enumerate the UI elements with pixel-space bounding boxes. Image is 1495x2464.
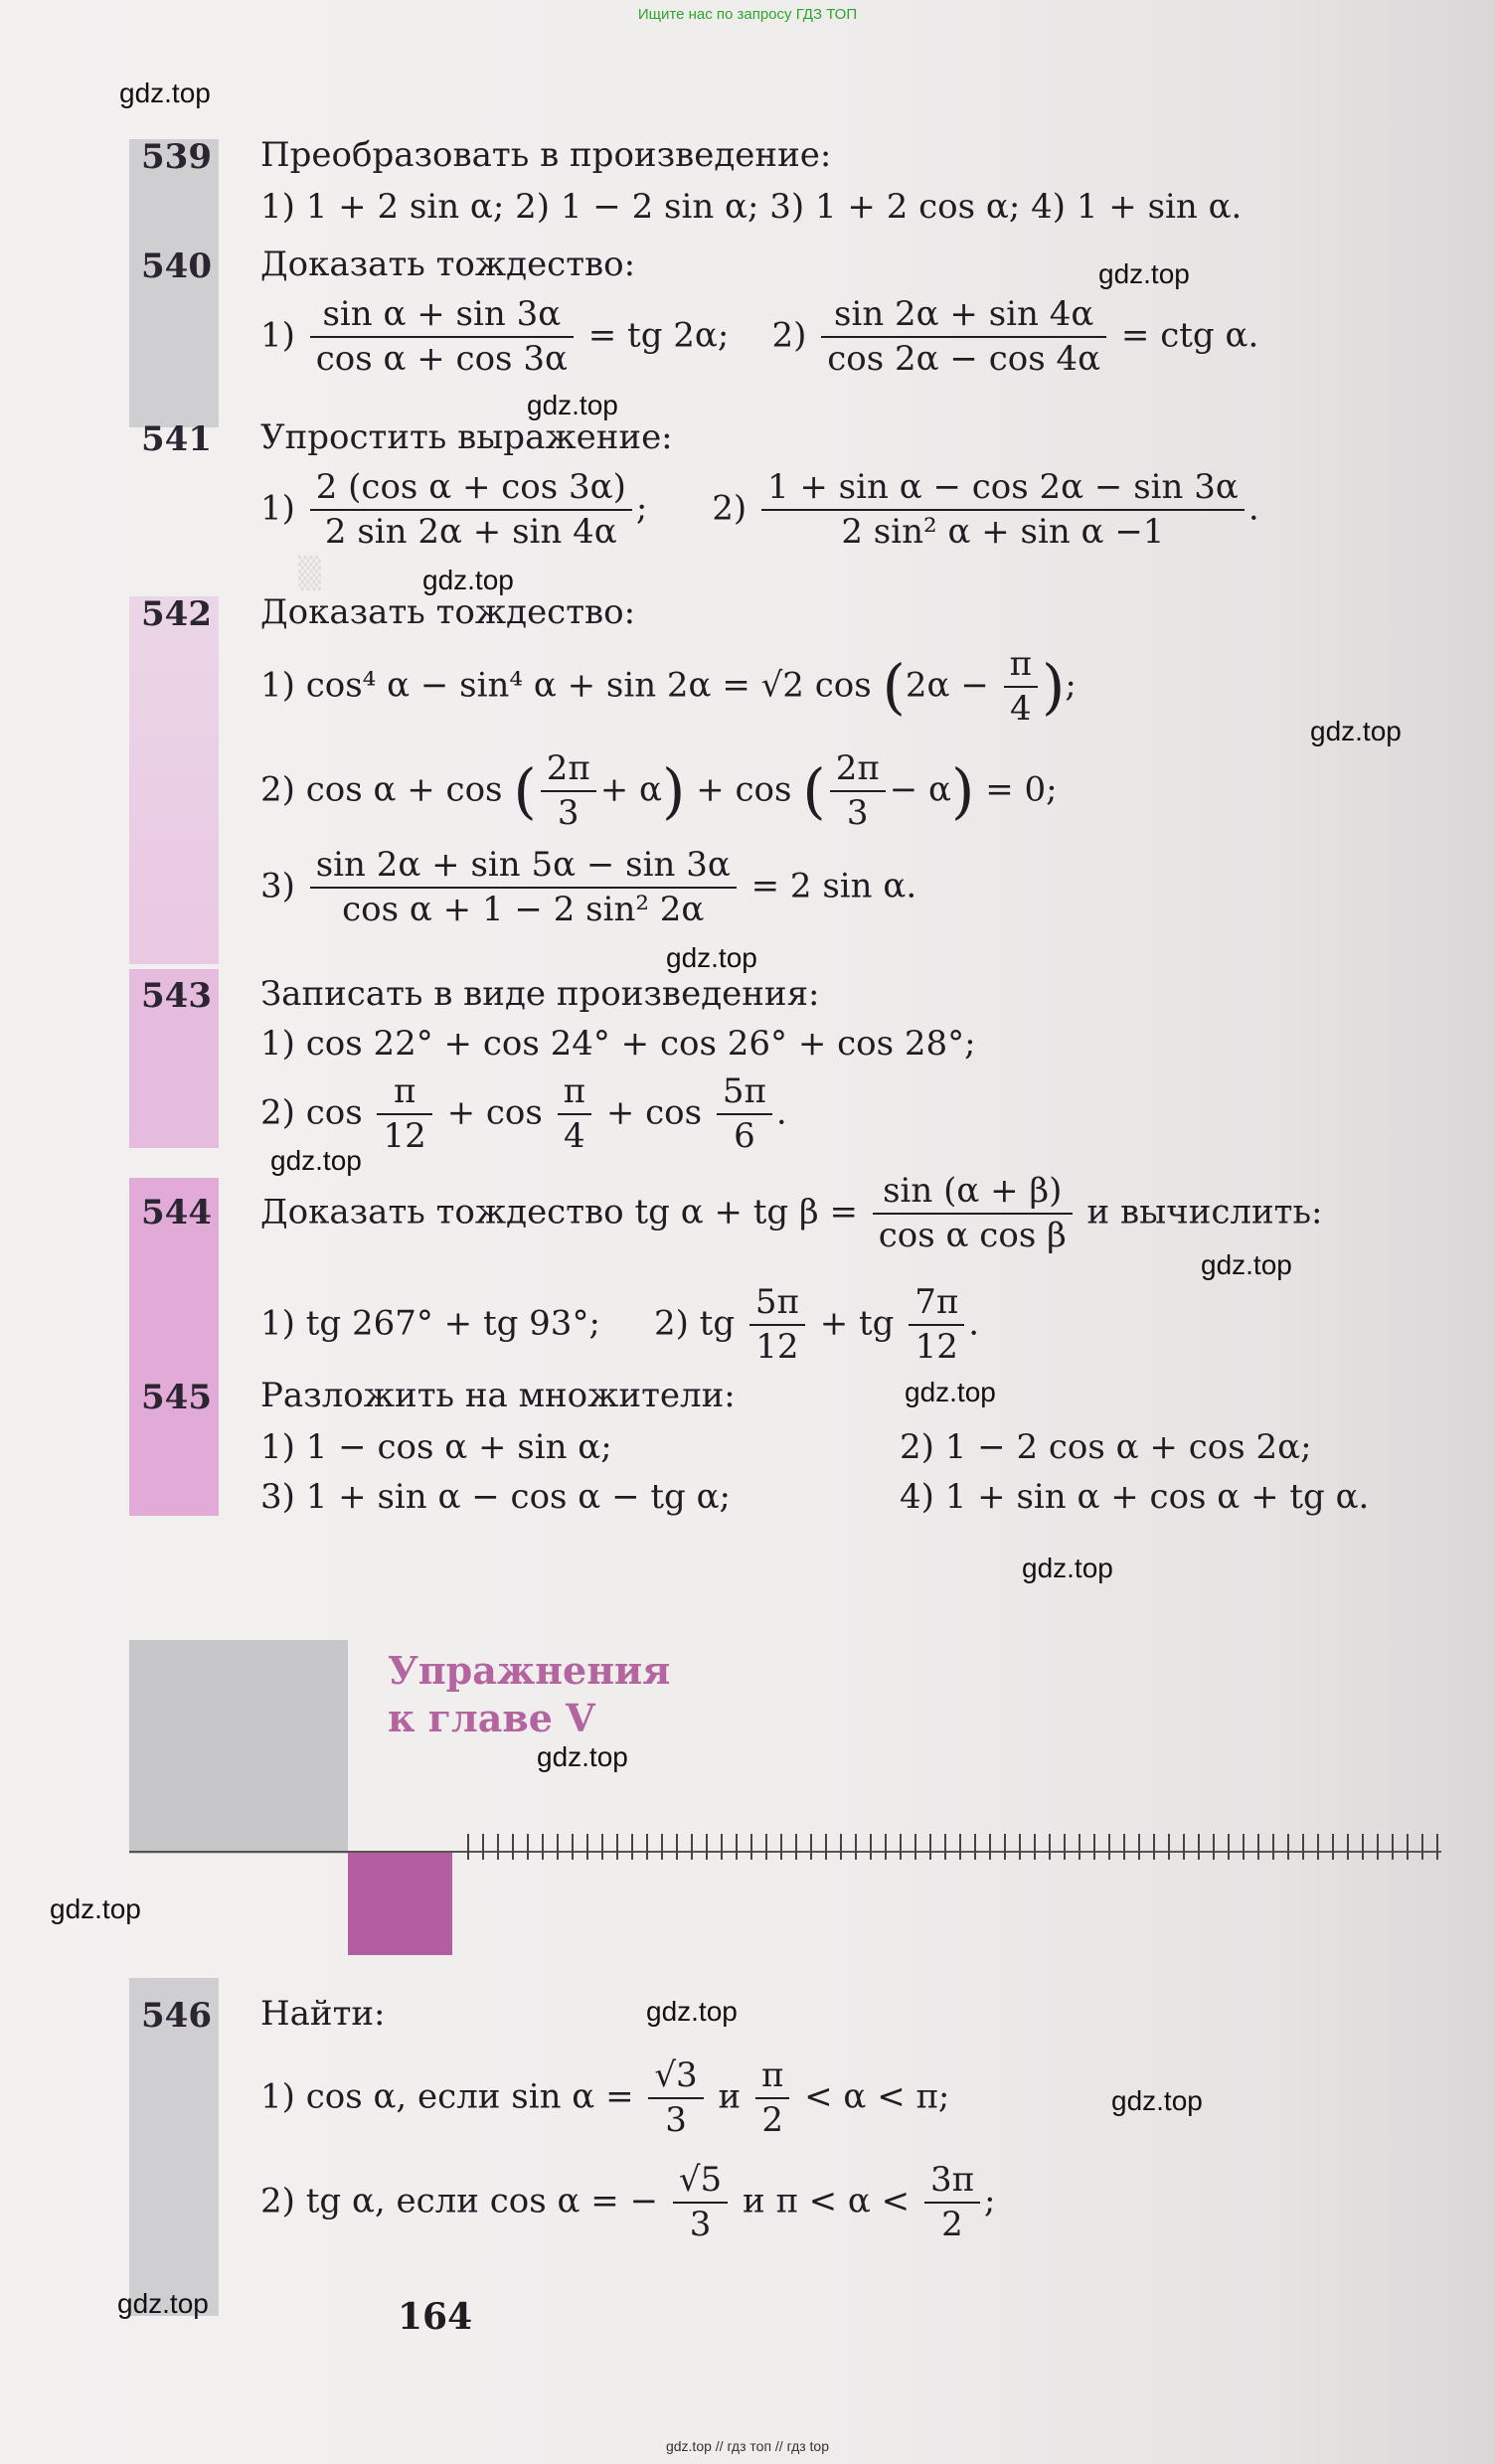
numerator: π [558, 1073, 591, 1115]
problem-items: 1) 1 + 2 sin α; 2) 1 − 2 sin α; 3) 1 + 2 cos α; 4) 1 + sin α. [260, 187, 1243, 227]
separator: . [775, 1092, 787, 1133]
watermark: gdz.top [1111, 2085, 1203, 2116]
watermark: gdz.top [119, 78, 211, 108]
numerator: 5π [749, 1284, 805, 1326]
numerator: sin 2α + sin 5α − sin 3α [310, 847, 737, 889]
watermark: gdz.top [117, 2288, 209, 2319]
result: = 0; [985, 769, 1058, 810]
fraction [541, 750, 596, 833]
expression: < α < π; [804, 2076, 950, 2117]
problem-title: Записать в виде произведения: [260, 974, 820, 1014]
numerator: 7π [909, 1284, 964, 1326]
expression: 2) tg [653, 1303, 736, 1344]
expression: 2) tg α, если cos α = − [260, 2181, 659, 2221]
problem-title: Разложить на множители: [260, 1376, 736, 1415]
denominator: cos 2α − cos 4α [827, 339, 1101, 380]
watermark: gdz.top [1098, 258, 1190, 289]
watermark: gdz.top [50, 1893, 141, 1924]
expression: и [718, 2076, 742, 2117]
separator: . [1247, 488, 1259, 529]
numerator: 5π [717, 1073, 772, 1115]
fraction [310, 847, 737, 929]
condition-line [260, 2162, 995, 2244]
fraction [755, 2057, 789, 2140]
denominator: 2 [761, 2100, 783, 2141]
problem-title: Доказать тождество: [260, 592, 636, 632]
result: = tg 2α; [587, 315, 730, 356]
problem-number: 543 [141, 976, 212, 1016]
numerator: π [377, 1073, 431, 1115]
paren: ) [661, 756, 686, 827]
title-text: и вычислить: [1086, 1192, 1323, 1232]
chapter-title-line1: Упражнения [388, 1648, 671, 1693]
identity-line [260, 296, 1258, 379]
chapter-gray-block [129, 1640, 348, 1854]
separator: . [968, 1303, 980, 1344]
margin-bar-light-pink [129, 596, 219, 964]
problem-title: Упростить выражение: [260, 417, 673, 457]
fraction [761, 469, 1245, 552]
numerator: 2 (cos α + cos 3α) [310, 469, 632, 511]
fraction [648, 2057, 703, 2140]
expression: 2) cos [260, 1092, 363, 1133]
expression: + α [599, 769, 662, 810]
denominator: 4 [1009, 689, 1032, 730]
expression: 2) cos α + cos [260, 769, 503, 810]
denominator: cos α + 1 − 2 sin² 2α [342, 890, 705, 930]
denominator: 3 [665, 2100, 687, 2141]
fraction [924, 2162, 980, 2244]
ruler-ticks [467, 1834, 1441, 1860]
chapter-title-line2: к главе V [388, 1696, 595, 1740]
watermark: gdz.top [422, 565, 514, 595]
denominator: 2 sin² α + sin α −1 [841, 512, 1165, 553]
paren: ( [802, 756, 826, 827]
numerator: √3 [648, 2057, 703, 2099]
item-label: 3) [260, 866, 295, 906]
separator: ; [983, 2181, 996, 2221]
answer-item: 3) 1 + sin α − cos α − tg α; [260, 1477, 732, 1517]
title-text: Доказать тождество tg α + tg β = [260, 1192, 858, 1232]
item-label: 2) [771, 315, 807, 356]
problem-title [260, 1173, 1322, 1255]
problem-number: 539 [141, 137, 212, 177]
watermark: gdz.top [270, 1145, 362, 1176]
chapter-magenta-block [348, 1851, 452, 1955]
problem-title: Доказать тождество: [260, 245, 636, 284]
fraction [830, 750, 886, 833]
fraction [821, 296, 1106, 379]
result: = ctg α. [1120, 315, 1259, 356]
fraction [873, 1173, 1073, 1255]
expression-line: 1) cos 22° + cos 24° + cos 26° + cos 28°; [260, 1024, 976, 1064]
denominator: 6 [734, 1116, 755, 1157]
numerator: 3π [924, 2162, 980, 2204]
expression: + tg [819, 1303, 895, 1344]
problem-title: Преобразовать в произведение: [260, 135, 832, 175]
watermark: gdz.top [1022, 1553, 1113, 1583]
expression: 1) cos α, если sin α = [260, 2076, 634, 2117]
denominator: cos α + cos 3α [315, 339, 568, 380]
denominator: 3 [557, 793, 580, 834]
problem-number: 542 [141, 594, 212, 634]
expression: − α [889, 769, 951, 810]
numerator: 2π [830, 750, 886, 792]
fraction [1004, 646, 1038, 729]
denominator: 4 [564, 1116, 585, 1157]
problem-number: 545 [141, 1378, 212, 1417]
problem-number: 541 [141, 419, 212, 459]
expression: 1) cos⁴ α − sin⁴ α + sin 2α = √2 cos [260, 665, 872, 706]
watermark: gdz.top [527, 390, 618, 420]
expression: и π < α < [743, 2181, 911, 2221]
denominator: 3 [689, 2205, 712, 2245]
fraction [717, 1073, 772, 1156]
item-label: 2) [712, 488, 748, 529]
identity-line [260, 847, 916, 929]
expression: + cos [696, 769, 792, 810]
expression: + cos [446, 1092, 543, 1133]
fraction [377, 1073, 431, 1156]
problem-number: 546 [141, 1996, 212, 2036]
identity-line [260, 750, 1058, 833]
result: = 2 sin α. [750, 866, 917, 906]
denominator: 2 sin 2α + sin 4α [324, 512, 617, 553]
watermark: gdz.top [1201, 1249, 1292, 1280]
numerator: sin 2α + sin 4α [821, 296, 1106, 338]
fraction [673, 2162, 728, 2244]
watermark: gdz.top [537, 1741, 628, 1772]
paren: ( [882, 652, 906, 723]
paren: ( [513, 756, 537, 827]
watermark: gdz.top [666, 942, 757, 973]
fraction [909, 1284, 964, 1367]
bleed-through: ▒ [298, 557, 322, 591]
denominator: 2 [941, 2205, 963, 2245]
fraction [310, 469, 632, 552]
separator: ; [635, 488, 648, 529]
fraction [310, 296, 574, 379]
separator: ; [1065, 665, 1077, 706]
numerator: sin α + sin 3α [310, 296, 574, 338]
answer-item: 4) 1 + sin α + cos α + tg α. [900, 1477, 1370, 1517]
expression-line [260, 1284, 979, 1367]
fraction [749, 1284, 805, 1367]
header-note: Ищите нас по запросу ГДЗ ТОП [637, 6, 858, 23]
expression: 2α − [905, 665, 989, 706]
page-number: 164 [398, 2296, 473, 2338]
answer-item: 1) 1 − cos α + sin α; [260, 1427, 612, 1467]
expression: + cos [605, 1092, 703, 1133]
item-label: 1) [260, 488, 295, 529]
watermark: gdz.top [646, 1996, 738, 2027]
answer-item: 2) 1 − 2 cos α + cos 2α; [900, 1427, 1312, 1467]
problem-title: Найти: [260, 1994, 386, 2034]
watermark: gdz.top [905, 1377, 996, 1407]
numerator: π [1004, 646, 1038, 688]
numerator: sin (α + β) [873, 1173, 1073, 1215]
denominator: 12 [914, 1327, 958, 1368]
numerator: 1 + sin α − cos 2α − sin 3α [761, 469, 1245, 511]
paren: ) [1041, 652, 1066, 723]
identity-line [260, 646, 1077, 729]
paren: ) [950, 756, 975, 827]
expression-line [260, 1073, 787, 1156]
watermark: gdz.top [1310, 716, 1402, 746]
denominator: cos α cos β [878, 1216, 1067, 1256]
numerator: π [755, 2057, 789, 2099]
denominator: 12 [755, 1327, 799, 1368]
problem-number: 540 [141, 246, 212, 286]
condition-line [260, 2057, 949, 2140]
footer-note: gdz.top // гдз топ // гдз top [665, 2438, 830, 2454]
denominator: 12 [383, 1116, 426, 1157]
denominator: 3 [846, 793, 869, 834]
numerator: 2π [541, 750, 596, 792]
numerator: √5 [673, 2162, 728, 2204]
fraction [558, 1073, 591, 1156]
expression: 1) tg 267° + tg 93°; [260, 1303, 600, 1344]
item-label: 1) [260, 315, 295, 356]
expression-line [260, 469, 1259, 552]
problem-number: 544 [141, 1193, 212, 1232]
